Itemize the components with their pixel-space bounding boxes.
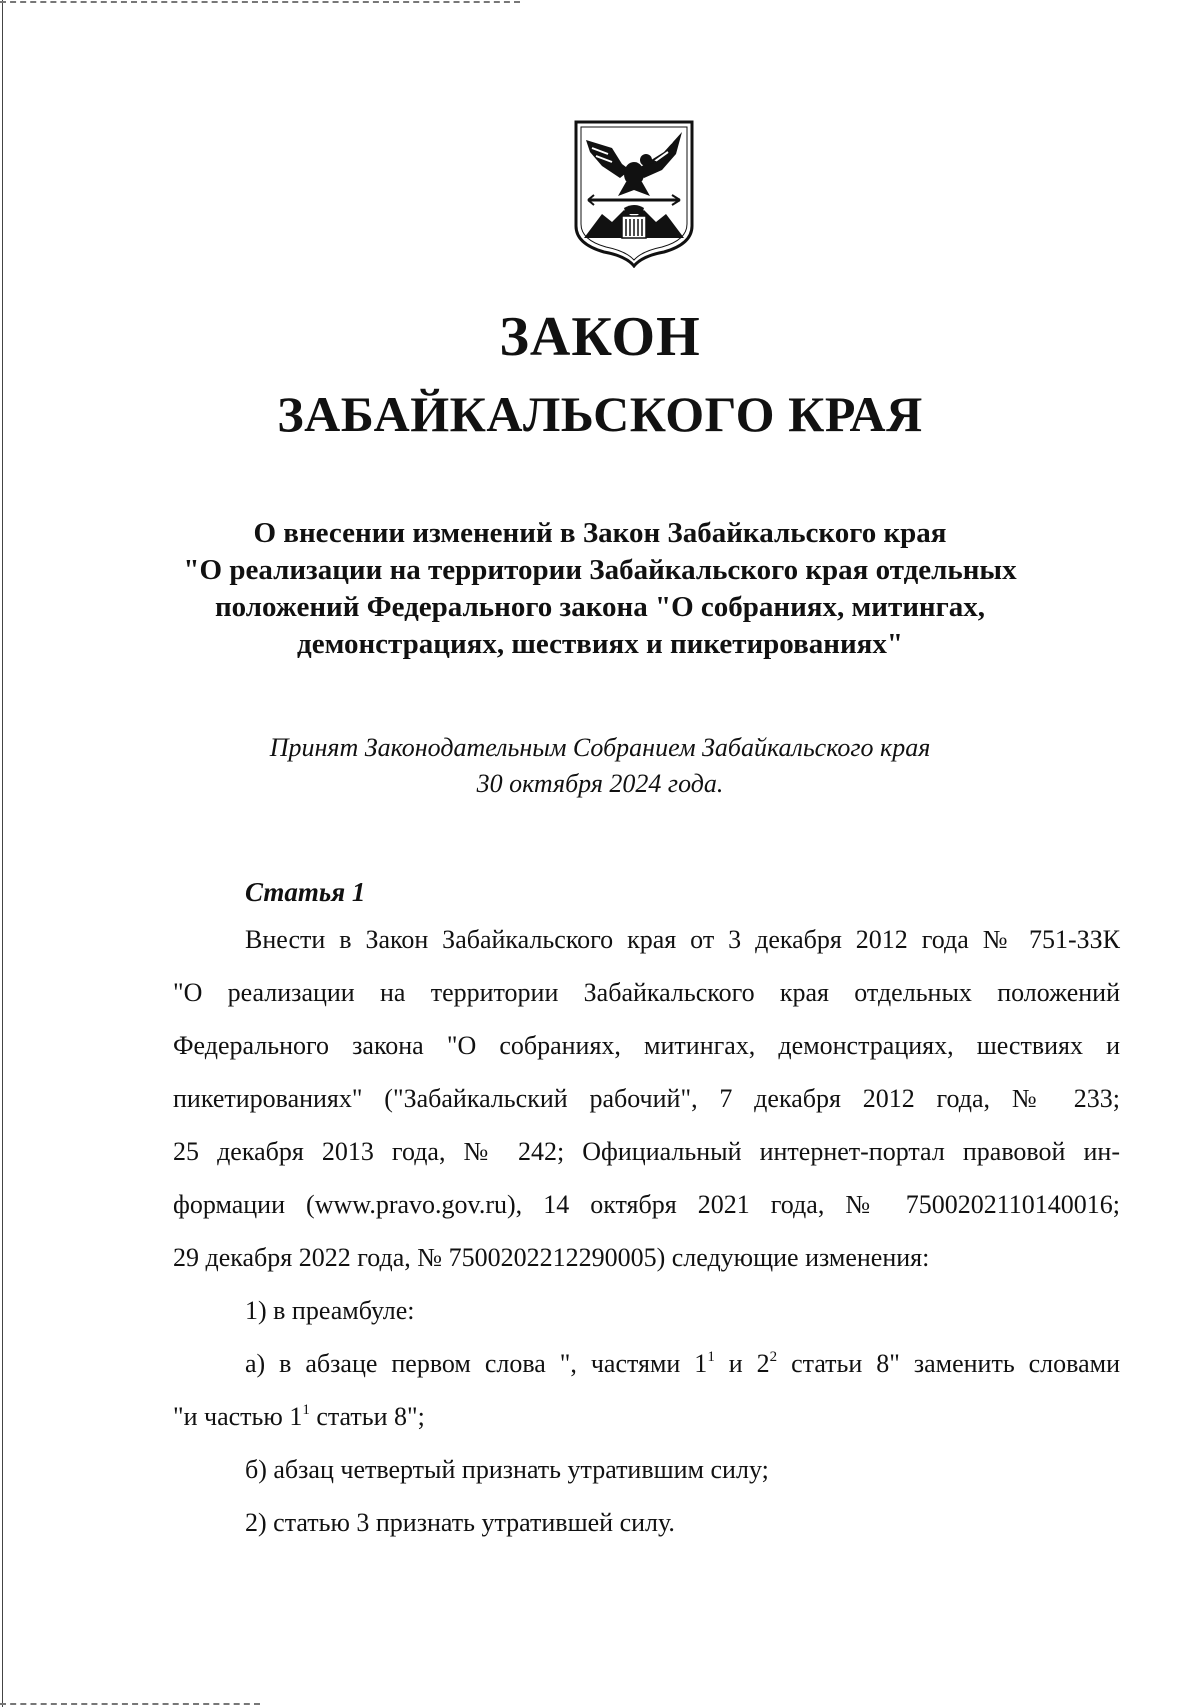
item-1a-text: статьи 8" заменить словами	[777, 1349, 1120, 1378]
subject-line: положений Федерального закона "О собраниях, митингах,	[214, 591, 986, 623]
item-1: 1) в преамбуле:	[245, 1296, 415, 1325]
article-body-line: 25 декабря 2013 года, № 242; Официальный интернет-портал правовой ин-	[173, 1137, 1120, 1166]
article-body-line: формации (www.pravo.gov.ru), 14 октября 2021 года, № 7500202110140016;	[173, 1190, 1120, 1219]
subject-line: демонстрациях, шествиях и пикетированиях"	[297, 628, 903, 660]
adoption-note	[200, 730, 1000, 802]
item-1a-text: и 2	[714, 1349, 770, 1378]
superscript: 1	[302, 1402, 310, 1418]
item-1a-text: "и частью 1	[173, 1402, 303, 1431]
law-region-title: ЗАБАЙКАЛЬСКОГО КРАЯ	[277, 386, 923, 442]
item-1a-text: а) в абзаце первом слова ", частями 1	[245, 1349, 708, 1378]
law-title: ЗАКОН	[499, 306, 701, 368]
article-body-line: пикетированиях" ("Забайкальский рабочий", 7 декабря 2012 года, № 233;	[173, 1084, 1120, 1113]
adoption-date: 30 октября 2024 года.	[476, 769, 724, 798]
coat-of-arms-emblem	[572, 118, 696, 268]
scan-edge-left	[2, 0, 3, 1707]
scan-edge-bottom	[0, 1703, 260, 1705]
item-1a	[245, 1349, 1120, 1379]
subject-line: О внесении изменений в Закон Забайкальского края	[253, 517, 947, 549]
item-1a-text: статьи 8";	[309, 1402, 425, 1431]
article-body-line	[245, 925, 1120, 955]
item-1a-continuation	[173, 1402, 1120, 1432]
item-2: 2) статью 3 признать утратившей силу.	[245, 1508, 675, 1537]
article-body-line: 29 декабря 2022 года, № 7500202212290005) следующие изменения:	[173, 1243, 930, 1272]
superscript: 2	[769, 1349, 778, 1365]
article-body-line: "О реализации на территории Забайкальского края отдельных положений	[173, 978, 1120, 1007]
scan-edge-top	[0, 1, 520, 3]
item-1b: б) абзац четвертый признать утратившим силу;	[245, 1455, 769, 1484]
subject-line: "О реализации на территории Забайкальского края отдельных	[183, 554, 1017, 586]
article-body-line: Федерального закона "О собраниях, митингах, демонстрациях, шествиях и	[173, 1031, 1120, 1060]
article-heading: Статья 1	[245, 877, 366, 907]
law-subject	[170, 515, 1030, 663]
superscript: 1	[707, 1349, 715, 1365]
adoption-line: Принят Законодательным Собранием Забайкальского края	[269, 733, 931, 762]
article-body-text: Внести в Закон Забайкальского края от 3 декабря 2012 года № 751-ЗЗК	[245, 925, 1120, 954]
